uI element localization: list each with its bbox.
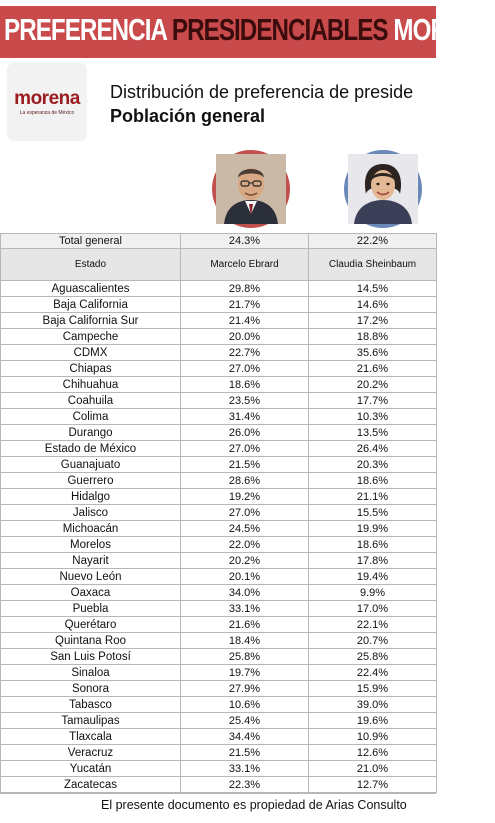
cell-ebrard: 19.2% bbox=[181, 489, 309, 505]
table-row bbox=[1, 649, 437, 665]
cell-ebrard: 18.6% bbox=[181, 377, 309, 393]
table-row bbox=[1, 601, 437, 617]
table-row bbox=[1, 745, 437, 761]
cell-ebrard: 34.4% bbox=[181, 729, 309, 745]
cell-sheinbaum: 25.8% bbox=[309, 649, 437, 665]
cell-sheinbaum: 21.1% bbox=[309, 489, 437, 505]
table-row bbox=[1, 473, 437, 489]
cell-ebrard: 28.6% bbox=[181, 473, 309, 489]
cell-sheinbaum: 19.6% bbox=[309, 713, 437, 729]
table-row bbox=[1, 489, 437, 505]
cell-estado: Sinaloa bbox=[1, 665, 181, 681]
cell-estado: Oaxaca bbox=[1, 585, 181, 601]
cell-sheinbaum: 17.7% bbox=[309, 393, 437, 409]
cell-ebrard: 24.5% bbox=[181, 521, 309, 537]
table-row bbox=[1, 697, 437, 713]
cell-sheinbaum: 10.9% bbox=[309, 729, 437, 745]
cell-ebrard: 33.1% bbox=[181, 761, 309, 777]
table-row bbox=[1, 729, 437, 745]
table-row bbox=[1, 297, 437, 313]
cell-ebrard: 20.0% bbox=[181, 329, 309, 345]
cell-estado: Estado de México bbox=[1, 441, 181, 457]
morena-logo bbox=[8, 64, 86, 140]
table-row bbox=[1, 681, 437, 697]
cell-estado: Hidalgo bbox=[1, 489, 181, 505]
cell-sheinbaum: 15.9% bbox=[309, 681, 437, 697]
table-row bbox=[1, 761, 437, 777]
cell-estado: Jalisco bbox=[1, 505, 181, 521]
preference-table bbox=[0, 233, 437, 793]
cell-ebrard: 27.0% bbox=[181, 441, 309, 457]
table-row bbox=[1, 409, 437, 425]
avatar-marcelo-ebrard bbox=[212, 150, 290, 228]
cell-estado: Coahuila bbox=[1, 393, 181, 409]
table-row bbox=[1, 345, 437, 361]
footer-text: El presente documento es propiedad de Arias Consulto bbox=[101, 798, 407, 812]
portrait-marcelo-ebrard bbox=[216, 154, 286, 224]
cell-estado: Guanajuato bbox=[1, 457, 181, 473]
table-row bbox=[1, 281, 437, 297]
cell-estado: Zacatecas bbox=[1, 777, 181, 793]
table-row bbox=[1, 505, 437, 521]
cell-sheinbaum: 35.6% bbox=[309, 345, 437, 361]
cell-sheinbaum: 14.6% bbox=[309, 297, 437, 313]
total-ebrard: 24.3% bbox=[181, 234, 309, 249]
cell-sheinbaum: 18.6% bbox=[309, 473, 437, 489]
cell-estado: Baja California bbox=[1, 297, 181, 313]
cell-ebrard: 19.7% bbox=[181, 665, 309, 681]
cell-sheinbaum: 9.9% bbox=[309, 585, 437, 601]
portrait-claudia-sheinbaum bbox=[348, 154, 418, 224]
table-row bbox=[1, 361, 437, 377]
cell-ebrard: 29.8% bbox=[181, 281, 309, 297]
cell-sheinbaum: 12.7% bbox=[309, 777, 437, 793]
avatar-claudia-sheinbaum bbox=[344, 150, 422, 228]
table-row bbox=[1, 633, 437, 649]
cell-ebrard: 21.7% bbox=[181, 297, 309, 313]
cell-estado: Michoacán bbox=[1, 521, 181, 537]
table-row bbox=[1, 377, 437, 393]
cell-ebrard: 33.1% bbox=[181, 601, 309, 617]
cell-estado: Sonora bbox=[1, 681, 181, 697]
cell-estado: Chihuahua bbox=[1, 377, 181, 393]
total-row bbox=[1, 234, 437, 249]
cell-ebrard: 23.5% bbox=[181, 393, 309, 409]
cell-ebrard: 27.9% bbox=[181, 681, 309, 697]
table-row bbox=[1, 457, 437, 473]
cell-estado: Puebla bbox=[1, 601, 181, 617]
chart-subtitle: Distribución de preferencia de preside bbox=[110, 82, 414, 102]
cell-estado: Quintana Roo bbox=[1, 633, 181, 649]
cell-ebrard: 25.4% bbox=[181, 713, 309, 729]
cell-sheinbaum: 12.6% bbox=[309, 745, 437, 761]
table-row bbox=[1, 553, 437, 569]
table-row bbox=[1, 777, 437, 793]
cell-ebrard: 20.2% bbox=[181, 553, 309, 569]
table-row bbox=[1, 713, 437, 729]
cell-sheinbaum: 10.3% bbox=[309, 409, 437, 425]
cell-estado: Querétaro bbox=[1, 617, 181, 633]
population-label: Población general bbox=[110, 106, 266, 126]
cell-ebrard: 21.5% bbox=[181, 457, 309, 473]
table-row bbox=[1, 425, 437, 441]
cell-ebrard: 22.0% bbox=[181, 537, 309, 553]
cell-ebrard: 20.1% bbox=[181, 569, 309, 585]
cell-estado: Campeche bbox=[1, 329, 181, 345]
preference-table-body bbox=[1, 234, 437, 793]
title-banner bbox=[0, 0, 495, 60]
table-row bbox=[1, 569, 437, 585]
title-banner-bar bbox=[0, 6, 495, 58]
total-sheinbaum: 22.2% bbox=[309, 234, 437, 249]
cell-ebrard: 21.6% bbox=[181, 617, 309, 633]
table-row bbox=[1, 585, 437, 601]
cell-ebrard: 21.4% bbox=[181, 313, 309, 329]
column-header-estado: Estado bbox=[1, 249, 181, 281]
cell-ebrard: 34.0% bbox=[181, 585, 309, 601]
cell-estado: Tlaxcala bbox=[1, 729, 181, 745]
cell-sheinbaum: 18.8% bbox=[309, 329, 437, 345]
cell-ebrard: 27.0% bbox=[181, 361, 309, 377]
cell-estado: San Luis Potosí bbox=[1, 649, 181, 665]
cell-estado: CDMX bbox=[1, 345, 181, 361]
column-header-ebrard: Marcelo Ebrard bbox=[181, 249, 309, 281]
total-label: Total general bbox=[1, 234, 181, 249]
cell-sheinbaum: 26.4% bbox=[309, 441, 437, 457]
cell-estado: Nayarit bbox=[1, 553, 181, 569]
table-row bbox=[1, 329, 437, 345]
table-row bbox=[1, 441, 437, 457]
cell-estado: Colima bbox=[1, 409, 181, 425]
cell-ebrard: 22.7% bbox=[181, 345, 309, 361]
cell-estado: Nuevo León bbox=[1, 569, 181, 585]
logo-word: morena bbox=[14, 88, 80, 109]
footer bbox=[0, 793, 436, 818]
cell-ebrard: 21.5% bbox=[181, 745, 309, 761]
cell-sheinbaum: 22.4% bbox=[309, 665, 437, 681]
banner-title-part3: MORENA bbox=[393, 12, 495, 47]
banner-title bbox=[4, 12, 495, 48]
cell-estado: Morelos bbox=[1, 537, 181, 553]
cell-ebrard: 22.3% bbox=[181, 777, 309, 793]
cell-estado: Durango bbox=[1, 425, 181, 441]
cell-estado: Baja California Sur bbox=[1, 313, 181, 329]
column-header-sheinbaum: Claudia Sheinbaum bbox=[309, 249, 437, 281]
table-row bbox=[1, 521, 437, 537]
cell-sheinbaum: 19.9% bbox=[309, 521, 437, 537]
cell-estado: Tamaulipas bbox=[1, 713, 181, 729]
table-row bbox=[1, 537, 437, 553]
cell-sheinbaum: 20.7% bbox=[309, 633, 437, 649]
cell-sheinbaum: 17.0% bbox=[309, 601, 437, 617]
table-row bbox=[1, 393, 437, 409]
cell-estado: Guerrero bbox=[1, 473, 181, 489]
banner-title-part2: PRESIDENCIABLES bbox=[171, 12, 388, 47]
cell-estado: Tabasco bbox=[1, 697, 181, 713]
cell-ebrard: 27.0% bbox=[181, 505, 309, 521]
cell-sheinbaum: 18.6% bbox=[309, 537, 437, 553]
cell-sheinbaum: 17.8% bbox=[309, 553, 437, 569]
cell-estado: Chiapas bbox=[1, 361, 181, 377]
cell-estado: Veracruz bbox=[1, 745, 181, 761]
cell-ebrard: 31.4% bbox=[181, 409, 309, 425]
cell-ebrard: 26.0% bbox=[181, 425, 309, 441]
header-row bbox=[1, 249, 437, 281]
cell-estado: Aguascalientes bbox=[1, 281, 181, 297]
cell-ebrard: 10.6% bbox=[181, 697, 309, 713]
table-row bbox=[1, 665, 437, 681]
cell-sheinbaum: 19.4% bbox=[309, 569, 437, 585]
cell-sheinbaum: 21.0% bbox=[309, 761, 437, 777]
table-row bbox=[1, 313, 437, 329]
cell-sheinbaum: 20.2% bbox=[309, 377, 437, 393]
cell-sheinbaum: 21.6% bbox=[309, 361, 437, 377]
cell-estado: Yucatán bbox=[1, 761, 181, 777]
cell-sheinbaum: 22.1% bbox=[309, 617, 437, 633]
cell-sheinbaum: 15.5% bbox=[309, 505, 437, 521]
logo-tagline: La esperanza de México bbox=[19, 110, 75, 116]
banner-title-part1: PREFERENCIA bbox=[4, 12, 167, 47]
cell-sheinbaum: 39.0% bbox=[309, 697, 437, 713]
cell-sheinbaum: 13.5% bbox=[309, 425, 437, 441]
cell-sheinbaum: 20.3% bbox=[309, 457, 437, 473]
cell-sheinbaum: 14.5% bbox=[309, 281, 437, 297]
cell-ebrard: 25.8% bbox=[181, 649, 309, 665]
cell-ebrard: 18.4% bbox=[181, 633, 309, 649]
table-row bbox=[1, 617, 437, 633]
cell-sheinbaum: 17.2% bbox=[309, 313, 437, 329]
